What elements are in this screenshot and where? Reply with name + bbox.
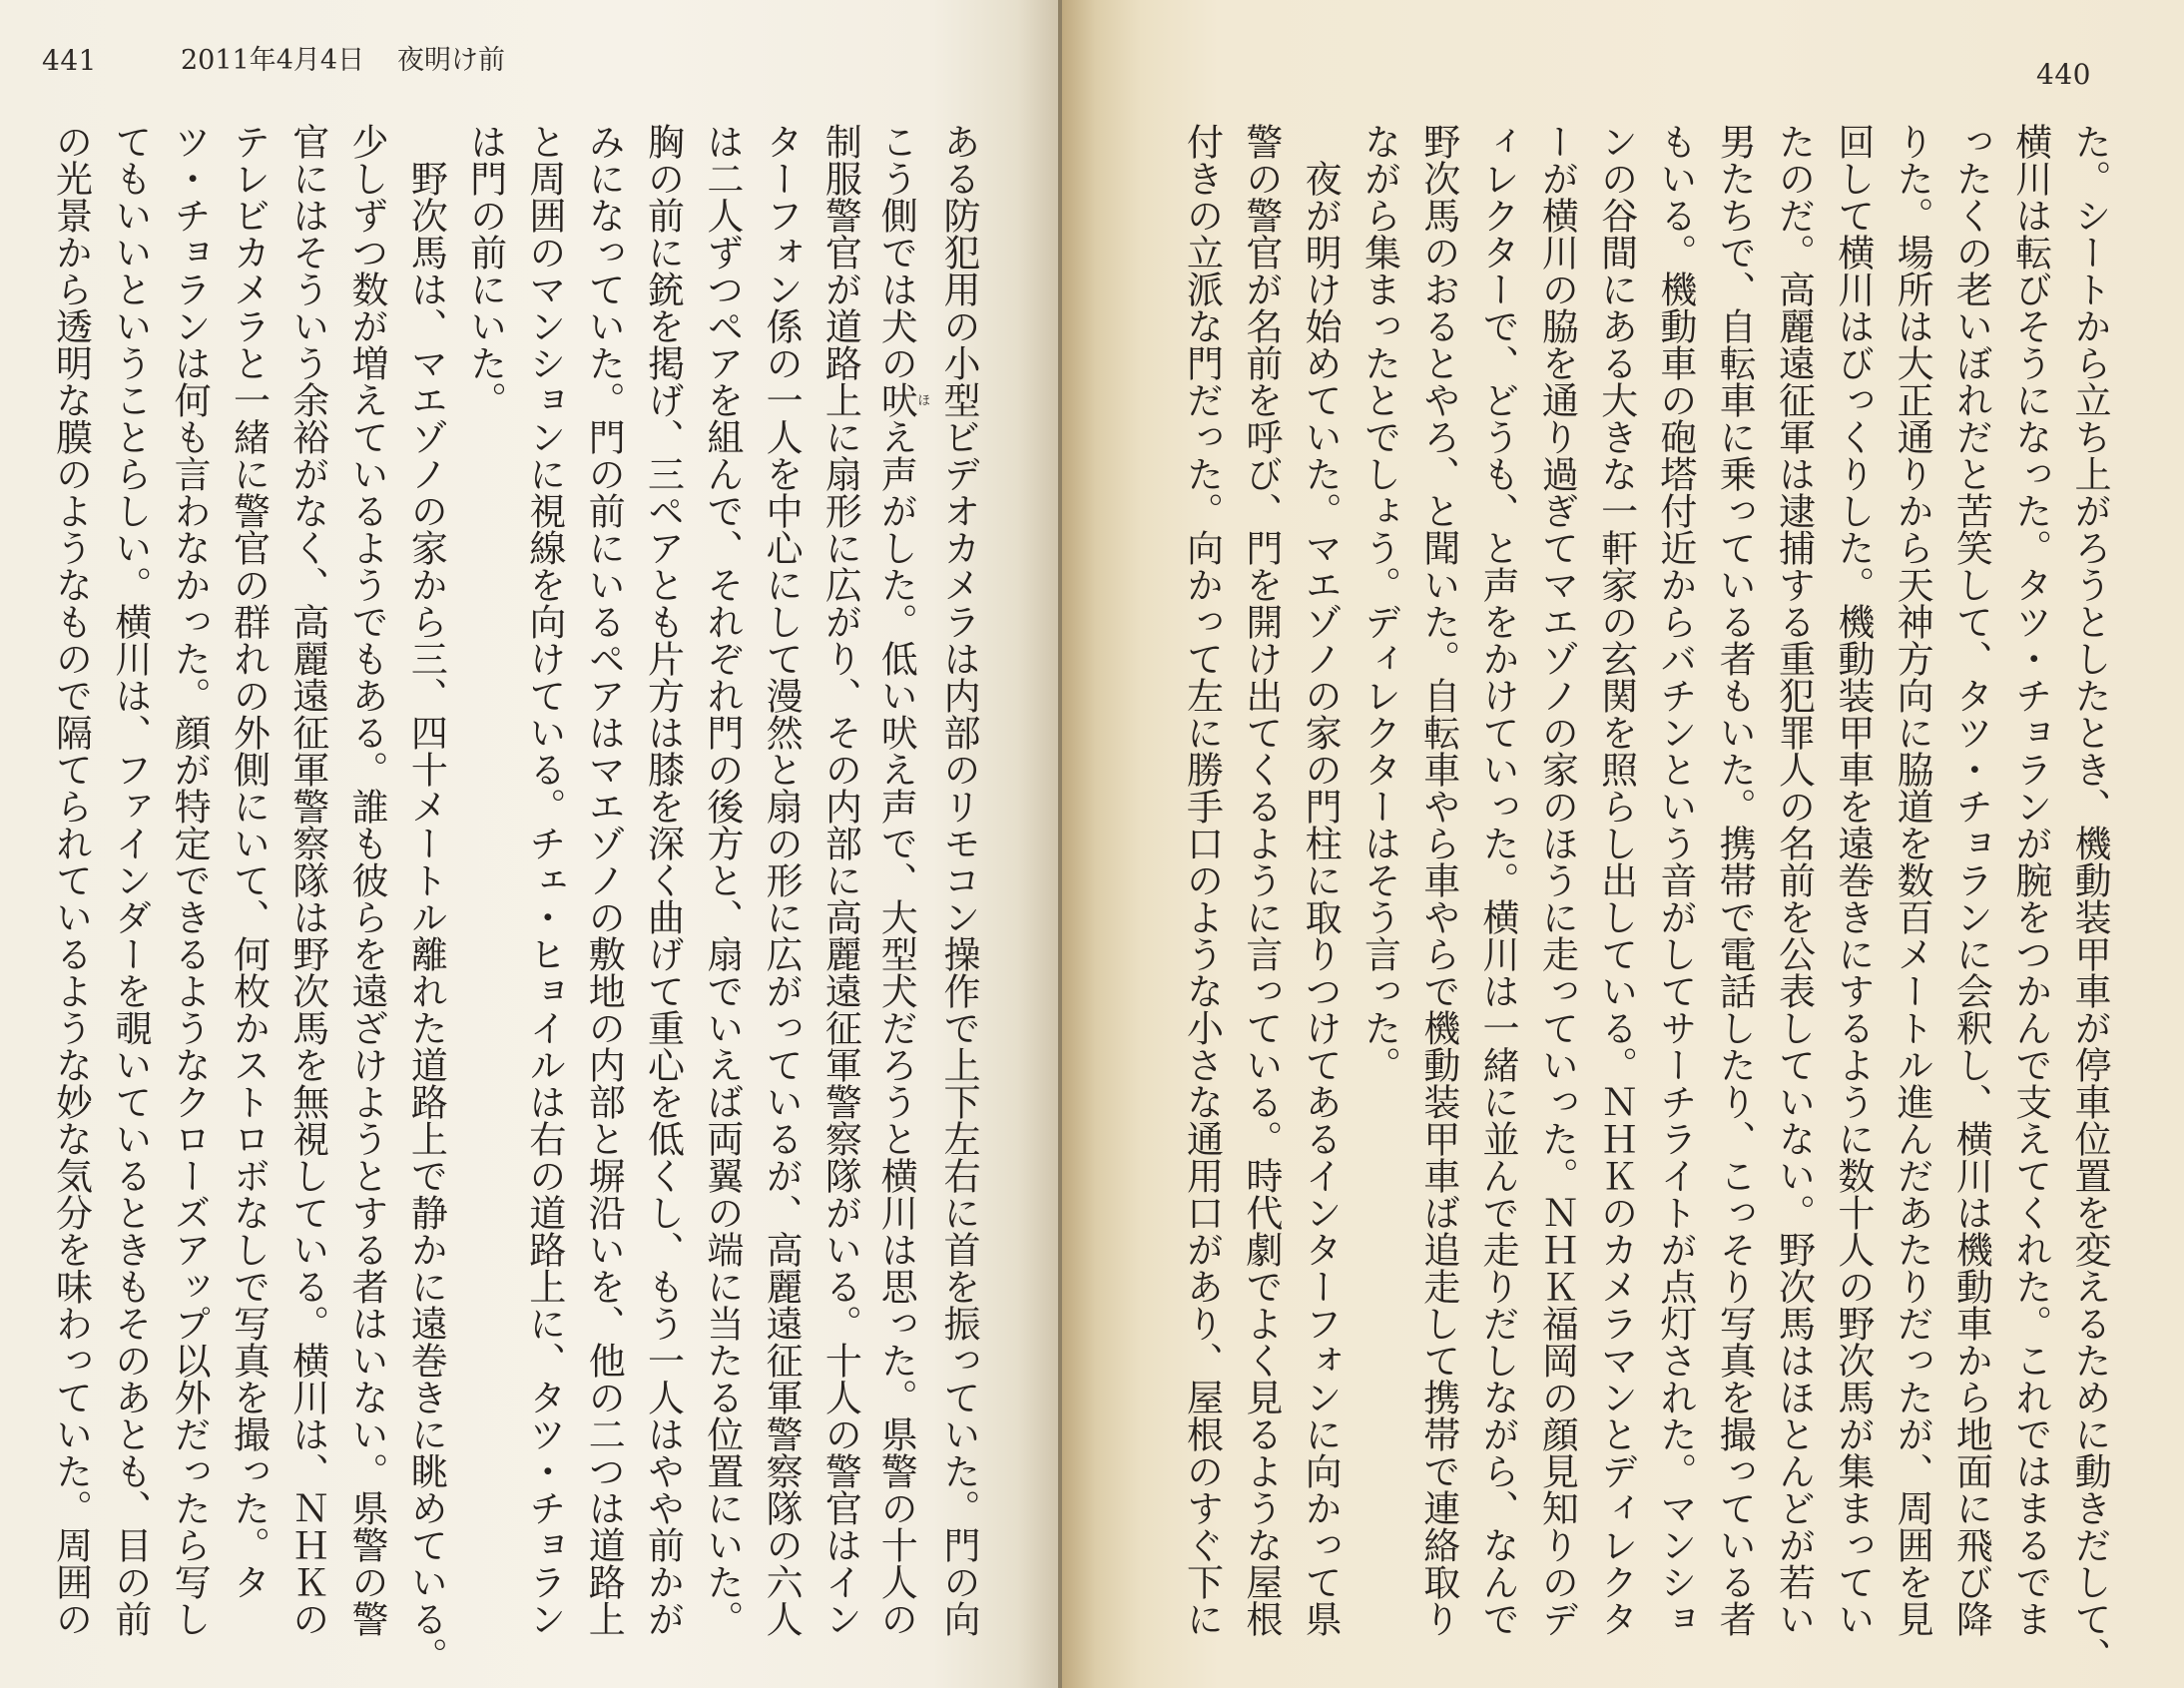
text-segment: こう側では犬の: [874, 123, 918, 381]
running-head-date: 2011年4月4日: [181, 45, 365, 76]
ruby-annotation: [874, 381, 930, 418]
text-column: テレビカメラと一緒に警官の群れの外側にいて、何枚かストロボなしで写真を撮った。タ: [227, 123, 271, 1600]
text-column: と周囲のマンションに視線を向けている。チェ・ヒョイルは右の道路上に、タツ・チョラン: [522, 123, 566, 1637]
text-column: りた。場所は大正通りから天神方向に脇道を数百メートル進んだあたりだったが、周囲を見: [1891, 123, 1934, 1637]
text-column: 官にはそういう余裕がなく、高麗遠征軍警察隊は野次馬を無視している。横川は、ＮＨＫの: [285, 123, 329, 1637]
text-column: みになっていた。門の前にいるペアはマエゾノの敷地の内部と塀沿いを、他の二つは道路上: [582, 123, 626, 1637]
text-column: 付きの立派な門だった。向かって左に勝手口のような小さな通用口があり、屋根のすぐ下に: [1180, 123, 1224, 1637]
text-column: てもいいということらしい。横川は、ファインダーを覗いているときもそのあとも、目の前: [108, 123, 152, 1637]
running-head-title: 夜明け前: [397, 45, 505, 76]
ruby-reading: ほ: [914, 381, 930, 418]
text-column: 男たちで、自転車に乗っている者もいた。携帯で電話したり、こっそり写真を撮っている者: [1713, 123, 1757, 1637]
text-column: ツ・チョランは何も言わなかった。顔が特定できるようなクローズアップ以外だったら写し: [168, 123, 212, 1637]
text-column: 警の警官が名前を呼び、門を開け出てくるように言っている。時代劇でよく見るような屋根: [1239, 123, 1283, 1637]
text-column: 回して横川はびっくりした。機動装甲車を遠巻きにするように数十人の野次馬が集まってい: [1831, 123, 1875, 1637]
text-column: 野次馬のおるとやろ、と聞いた。自転車やら車やらで機動装甲車ば追走して携帯で連絡取り: [1416, 123, 1460, 1637]
text-column: は二人ずつペアを組んで、それぞれ門の後方と、扇でいえば両翼の端に当たる位置にいた。: [700, 123, 744, 1637]
text-column: た。シートから立ち上がろうとしたとき、機動装甲車が停車位置を変えるために動きだして、: [2068, 123, 2111, 1674]
ruby-base: 吠: [874, 381, 918, 418]
text-column: 制服警官が道路上に扇形に広がり、その内部に高麗遠征軍警察隊がいる。十人の警官はイン: [819, 123, 862, 1637]
left-page-number: 441: [42, 44, 97, 77]
text-column: ながら集まったとでしょう。ディレクターはそう言った。: [1358, 123, 1401, 1083]
text-column: 野次馬は、マエゾノの家から三、四十メートル離れた道路上で静かに遠巻きに眺めている。: [404, 160, 448, 1674]
text-column: の光景から透明な膜のようなもので隔てられているような妙な気分を味わっていた。周囲の: [49, 123, 93, 1637]
text-column: ったくの老いぼれだと苦笑して、タツ・チョランに会釈し、横川は機動車から地面に飛び降: [1949, 123, 1993, 1637]
text-segment: え声がした。低い吠え声で、大型犬だろうと横川は思った。県警の十人の: [874, 418, 918, 1637]
right-page-body: [1171, 123, 2119, 1680]
text-column: [869, 123, 928, 1680]
text-column: 夜が明け始めていた。マエゾノの家の門柱に取りつけてあるインターフォンに向かって県: [1299, 160, 1343, 1637]
text-column: たのだ。高麗遠征軍は逮捕する重犯罪人の名前を公表していない。野次馬はほとんどが若い: [1772, 123, 1816, 1637]
text-column: 横川は転びそうになった。タツ・チョランが腕をつかんで支えてくれた。これではまるでま: [2008, 123, 2052, 1637]
text-column: ーが横川の脇を通り過ぎてマエゾノの家のほうに走っていった。ＮＨＫ福岡の顔見知りのデ: [1535, 123, 1579, 1637]
text-column: ィレクターで、どうも、と声をかけていった。横川は一緒に並んで走りだしながら、なんで: [1476, 123, 1520, 1637]
text-column: 少しずつ数が増えているようでもある。誰も彼らを遠ざけようとする者はいない。県警の警: [345, 123, 389, 1637]
text-column: ンの谷間にある大きな一軒家の玄関を照らし出している。ＮＨＫのカメラマンとディレクタ: [1594, 123, 1638, 1637]
text-column: 胸の前に銃を掲げ、三ペアとも片方は膝を深く曲げて重心を低くし、もう一人はやや前かが: [641, 123, 685, 1637]
left-page-body: [41, 123, 988, 1680]
right-page-number: 440: [2036, 58, 2091, 91]
text-column: は門の前にいた。: [463, 123, 507, 418]
text-column: ターフォン係の一人を中心にして漫然と扇の形に広がっているが、高麗遠征軍警察隊の六人: [760, 123, 804, 1637]
text-column: ある防犯用の小型ビデオカメラは内部のリモコン操作で上下左右に首を振っていた。門の向: [937, 123, 980, 1637]
text-column: もいる。機動車の砲塔付近からバチンという音がしてサーチライトが点灯された。マンショ: [1653, 123, 1697, 1637]
